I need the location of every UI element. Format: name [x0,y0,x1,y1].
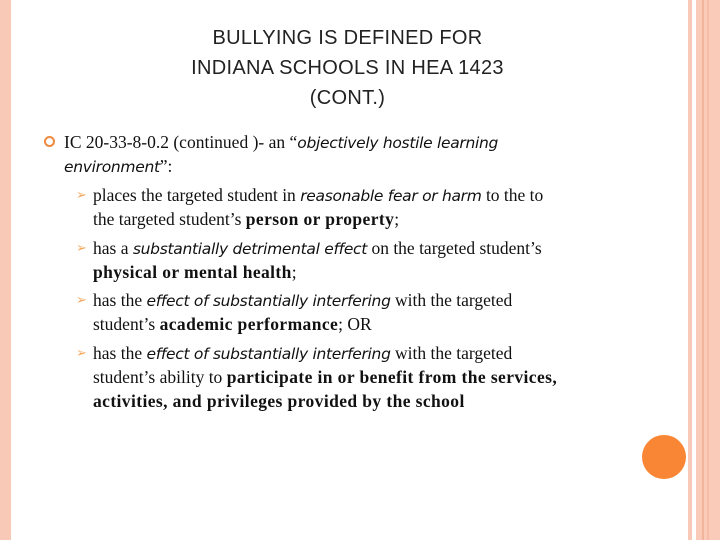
italic-text: environment [64,158,160,176]
bold-text: activities, and privileges provided by the school [93,391,465,411]
right-decorative-line [702,0,704,540]
text-line [93,365,557,389]
arrow-bullet-icon: ➢ [76,292,87,307]
text-run: with the targeted [390,343,513,363]
text-line [93,260,297,284]
text-run: ”: [159,156,173,176]
bold-text: person or property [245,209,395,229]
right-decorative-stripe [688,0,692,540]
text-line [93,389,465,413]
title-line: BULLYING IS DEFINED FOR [212,27,483,49]
circle-bullet-icon [44,136,55,147]
arrow-bullet-icon: ➢ [76,187,87,202]
text-run: the targeted student’s [93,209,246,229]
italic-text: reasonable fear or harm [300,187,482,205]
arrow-bullet-icon: ➢ [76,345,87,360]
text-line [64,130,498,155]
text-run: IC 20-33-8-0.2 (continued )- an “ [64,132,298,152]
text-run: with the targeted [390,290,513,310]
italic-text: substantially detrimental effect [132,240,368,258]
text-run: has a [93,238,133,258]
text-line [93,312,372,336]
arrow-bullet-icon: ➢ [76,240,87,255]
text-run: on the targeted student’s [367,238,542,258]
bold-text: academic performance [159,314,339,334]
text-run: ; [291,262,297,282]
text-line [93,183,543,208]
text-run: to the to [481,185,544,205]
text-run: has the [93,343,147,363]
title-line: INDIANA SCHOOLS IN HEA 1423 [191,57,504,79]
text-line [93,207,399,231]
text-line [93,236,542,261]
bold-text: physical or mental health [93,262,292,282]
slide-title [150,23,545,113]
title-line: (CONT.) [309,87,386,109]
text-run: student’s ability to [93,367,227,387]
italic-text: objectively hostile learning [297,134,499,152]
italic-text: effect of substantially interfering [146,292,391,310]
right-decorative-line [707,0,709,540]
text-run: places the targeted student in [93,185,301,205]
bold-text: participate in or benefit from the services, [226,367,558,387]
text-run: student’s [93,314,160,334]
text-run: ; [394,209,400,229]
text-line [64,154,172,179]
text-line [93,288,512,313]
text-run: ; OR [338,314,372,334]
text-run: has the [93,290,147,310]
orange-circle-decoration [642,435,686,479]
left-decorative-stripe [0,0,11,540]
italic-text: effect of substantially interfering [146,345,391,363]
text-line [93,341,512,366]
